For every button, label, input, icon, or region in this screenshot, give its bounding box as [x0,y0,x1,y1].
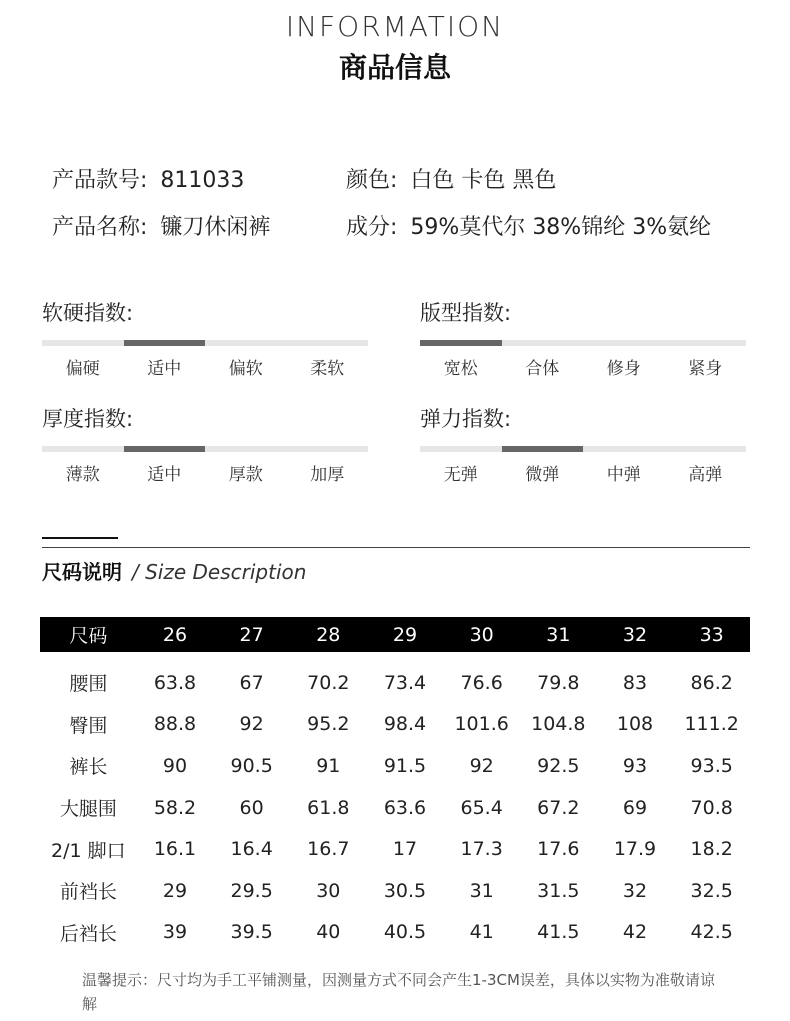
table-row [40,828,750,870]
table-cell: 60 [239,796,264,819]
table-cell: 41.5 [537,921,580,944]
size-table [40,617,750,953]
row-label: 前裆长 [59,881,117,904]
softness-scale-title: 软硬指数: [42,301,134,325]
softness-scale [42,297,368,379]
table-cell: 42 [622,921,648,944]
row-label: 大腿围 [59,798,117,821]
material-label: 成分: [346,215,398,240]
table-cell: 31.5 [537,879,580,902]
item-number-row [52,163,244,194]
product-name-label: 产品名称: [52,215,148,240]
title-english: INFORMATION [285,10,505,43]
size-title-cn: 尺码说明 [42,560,122,584]
table-cell: 41 [469,921,494,944]
fit-option: 宽松 [443,359,478,379]
table-cell: 16.1 [153,838,197,861]
fit-option: 合体 [525,359,560,379]
table-cell: 101.6 [454,713,509,736]
elasticity-option: 无弹 [443,465,478,485]
table-cell: 92.5 [537,754,580,777]
table-cell: 108 [616,713,654,736]
softness-track [42,340,368,346]
table-cell: 90 [162,754,188,777]
header-cell: 26 [162,623,188,646]
row-label: 臀围 [69,714,108,737]
material-value: 59%莫代尔 38%锦纶 3%氨纶 [410,215,712,240]
fit-scale-title: 版型指数: [420,301,512,325]
header-cell: 29 [392,623,418,646]
thickness-indicator [124,446,206,452]
table-cell: 69 [622,796,648,819]
section-accent-line [42,537,118,539]
table-cell: 79.8 [537,671,580,694]
table-cell: 95.2 [307,713,350,736]
fit-options [420,354,746,379]
table-cell: 16.4 [230,838,273,861]
color-row [346,163,556,194]
row-label: 腰围 [69,673,108,696]
table-cell: 73.4 [383,671,427,694]
table-cell: 93 [622,754,648,777]
table-cell: 98.4 [383,713,427,736]
row-label: 裤长 [69,756,108,779]
fit-option: 紧身 [688,359,723,379]
elasticity-option: 微弹 [525,465,560,485]
table-row [40,787,750,829]
color-value: 白色 卡色 黑色 [410,168,557,193]
fit-scale [420,297,746,379]
thickness-track [42,446,368,452]
section-divider [42,547,750,548]
table-cell: 76.6 [460,671,503,694]
size-section-title [42,556,306,585]
table-cell: 17.9 [613,838,657,861]
product-name-row [52,210,270,241]
thickness-scale-title: 厚度指数: [42,407,134,431]
table-cell: 30 [316,879,341,902]
thickness-option: 加厚 [310,465,345,485]
elasticity-option: 高弹 [688,465,723,485]
table-cell: 92 [469,754,494,777]
table-cell: 70.2 [307,671,350,694]
table-row [40,704,750,746]
table-cell: 67 [239,671,264,694]
softness-option: 柔软 [310,359,345,379]
table-cell: 90.5 [230,754,273,777]
row-label: 2/1 脚口 [51,839,126,862]
elasticity-indicator [502,446,584,452]
table-cell: 30.5 [383,879,427,902]
thickness-option: 厚款 [228,465,263,485]
thickness-option: 适中 [147,465,182,485]
header-cell: 30 [469,623,494,646]
table-cell: 88.8 [153,713,197,736]
table-cell: 40 [316,921,341,944]
thickness-scale [42,403,368,485]
table-cell: 63.8 [153,671,197,694]
elasticity-scale [420,403,746,485]
table-cell: 40.5 [383,921,427,944]
table-cell: 92 [239,713,264,736]
header-cell: 32 [622,623,648,646]
table-cell: 31 [469,879,494,902]
table-cell: 83 [622,671,648,694]
softness-option: 偏硬 [65,359,100,379]
elasticity-option: 中弹 [606,465,641,485]
table-cell: 61.8 [307,796,350,819]
measurement-note: 温馨提示：尺寸均为手工平铺测量，因测量方式不同会产生1-3CM误差，具体以实物为准敬请谅解 [82,971,715,1013]
softness-options [42,354,368,379]
header-cell: 27 [239,623,264,646]
table-cell: 65.4 [460,796,503,819]
table-cell: 93.5 [690,754,733,777]
row-label: 后裆长 [59,922,117,945]
table-cell: 17.6 [537,838,580,861]
fit-indicator [420,340,502,346]
softness-option: 偏软 [228,359,263,379]
table-cell: 67.2 [537,796,580,819]
table-cell: 58.2 [153,796,197,819]
table-row [40,912,750,954]
item-number-value: 811033 [160,168,245,193]
thickness-options [42,460,368,485]
header-cell: 33 [699,623,724,646]
header-cell: 31 [546,623,571,646]
product-name-value: 镰刀休闲裤 [160,215,271,240]
size-table-header [40,617,750,652]
softness-option: 适中 [147,359,182,379]
item-number-label: 产品款号: [52,168,148,193]
elasticity-options [420,460,746,485]
table-cell: 32 [622,879,648,902]
thickness-option: 薄款 [65,465,100,485]
size-table-body [40,652,750,953]
table-row [40,870,750,912]
fit-option: 修身 [606,359,641,379]
header-cell: 28 [316,623,341,646]
elasticity-track [420,446,746,452]
table-cell: 29.5 [230,879,273,902]
table-cell: 17 [392,838,418,861]
table-cell: 32.5 [690,879,733,902]
table-cell: 39 [162,921,188,944]
table-cell: 16.7 [307,838,350,861]
table-cell: 91.5 [383,754,427,777]
table-cell: 29 [162,879,188,902]
table-row [40,745,750,787]
color-label: 颜色: [346,168,398,193]
table-cell: 63.6 [383,796,427,819]
table-row [40,662,750,704]
table-cell: 17.3 [460,838,503,861]
table-cell: 18.2 [690,838,733,861]
material-row [346,210,711,241]
softness-indicator [124,340,206,346]
table-cell: 42.5 [690,921,733,944]
title-chinese: 商品信息 [338,51,451,84]
table-cell: 86.2 [690,671,733,694]
table-cell: 104.8 [531,713,586,736]
table-cell: 70.8 [690,796,733,819]
size-title-en: / Size Description [132,560,307,584]
fit-track [420,340,746,346]
elasticity-scale-title: 弹力指数: [420,407,512,431]
table-cell: 39.5 [230,921,273,944]
table-cell: 111.2 [684,713,739,736]
header-cell: 尺码 [69,625,108,647]
table-cell: 91 [316,754,341,777]
